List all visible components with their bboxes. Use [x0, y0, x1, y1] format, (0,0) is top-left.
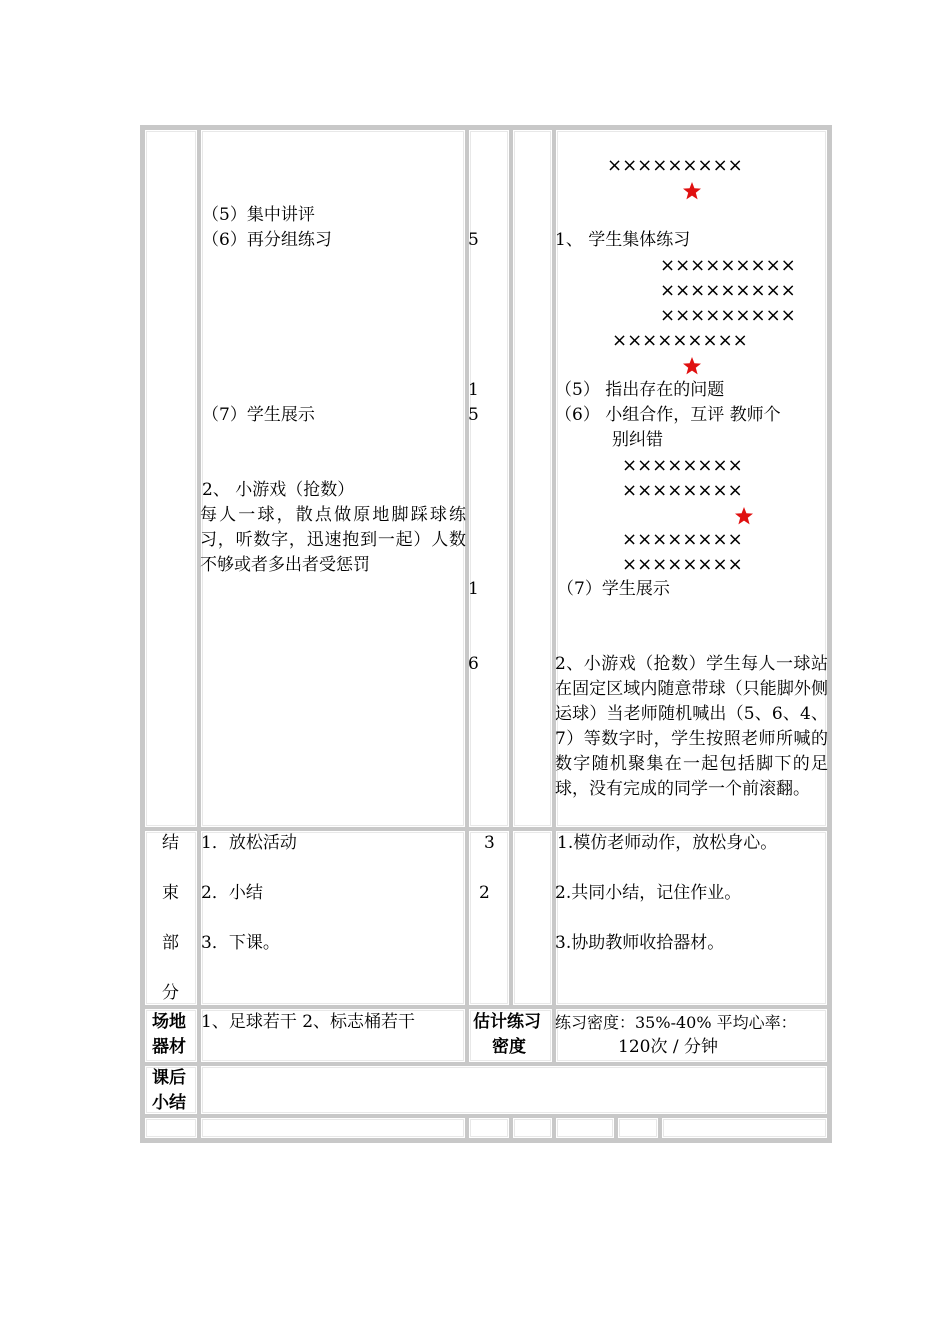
formation-row: ××××××××× — [660, 280, 796, 301]
end-organization: 3.协助教师收拾器材。 — [555, 933, 725, 953]
summary-content-cell — [199, 1064, 829, 1116]
teacher-star-icon — [734, 506, 754, 526]
main-label-cell — [143, 128, 199, 829]
game-title: 2、 小游戏（抢数） — [202, 480, 355, 500]
item-6-text: （6）再分组练习 — [202, 230, 332, 250]
point-7-text: （7）学生展示 — [557, 579, 670, 599]
end-organization: 1.模仿老师动作，放松身心。 — [557, 833, 778, 853]
density-value: 练习密度：35%-40% 平均心率： — [555, 1013, 797, 1032]
time-15-a: 1 — [468, 380, 479, 400]
equipment-label-cont: 器材 — [152, 1037, 186, 1057]
teacher-star-icon — [682, 356, 702, 376]
end-item: 3．下课。 — [201, 933, 280, 953]
game-organization-text: 2、小游戏（抢数）学生每人一球站在固定区域内随意带球（只能脚外侧运球）当老师随机喊出（5、6、4、7）等数字时，学生按照老师所喊的数字随机聚集在一起包括脚下的足球，没有完成的同学一个前滚翻。 — [555, 654, 828, 799]
empty-cell — [616, 1116, 660, 1140]
end-organization: 2.共同小结，记住作业。 — [555, 883, 742, 903]
end-item: 2．小结 — [201, 883, 263, 903]
item-7-text: （7）学生展示 — [202, 405, 315, 425]
end-time: 3 — [484, 833, 495, 853]
end-section-label-char: 部 — [162, 933, 179, 953]
empty-cell — [199, 1116, 467, 1140]
end-section-label-char: 束 — [162, 883, 179, 903]
end-item: 1．放松活动 — [201, 833, 297, 853]
empty-cell — [143, 1116, 199, 1140]
empty-cell — [467, 1116, 511, 1140]
item-5-text: （5）集中讲评 — [202, 205, 315, 225]
time-1: 1 — [468, 579, 479, 599]
end-section-label-char: 分 — [162, 983, 179, 1003]
time-6: 6 — [468, 654, 479, 674]
group-formation-row: ×××××××× — [622, 455, 743, 476]
group-formation-row: ×××××××× — [622, 480, 743, 501]
formation-row-top: ××××××××× — [607, 155, 743, 176]
empty-cell — [511, 1116, 554, 1140]
equipment-content: 1、足球若干 2、标志桶若干 — [201, 1012, 416, 1032]
formation-row: ××××××××× — [612, 330, 748, 351]
empty-cell — [554, 1116, 616, 1140]
empty-cell — [660, 1116, 829, 1140]
end-section-label-char: 结 — [162, 833, 179, 853]
collective-practice-title: 1、 学生集体练习 — [555, 230, 691, 250]
point-6-text: （6） 小组合作，互评 教师个 — [555, 405, 781, 425]
point-5-text: （5） 指出存在的问题 — [555, 380, 725, 400]
end-time: 2 — [479, 883, 490, 903]
game-description: 每人一球，散点做原地脚踩球练习，听数字，迅速抱到一起）人数不够或者多出者受惩罚 — [200, 505, 466, 575]
equipment-label: 场地 — [152, 1012, 186, 1032]
teacher-star-icon — [682, 181, 702, 201]
formation-row: ××××××××× — [660, 305, 796, 326]
group-formation-row: ×××××××× — [622, 529, 743, 550]
formation-row: ××××××××× — [660, 255, 796, 276]
summary-label: 课后 — [152, 1068, 186, 1088]
group-formation-row: ×××××××× — [622, 554, 743, 575]
summary-label-cont: 小结 — [152, 1093, 186, 1113]
density-label-cont: 密度 — [492, 1037, 526, 1057]
point-6-text-cont: 别纠错 — [612, 430, 663, 450]
time-5: 5 — [468, 230, 479, 250]
density-label: 估计练习 — [473, 1012, 541, 1032]
time-15-b: 5 — [468, 405, 479, 425]
main-intensity-cell — [511, 128, 554, 829]
heart-rate-value: 120次 / 分钟 — [618, 1037, 718, 1057]
end-intensity-cell — [511, 829, 554, 1007]
